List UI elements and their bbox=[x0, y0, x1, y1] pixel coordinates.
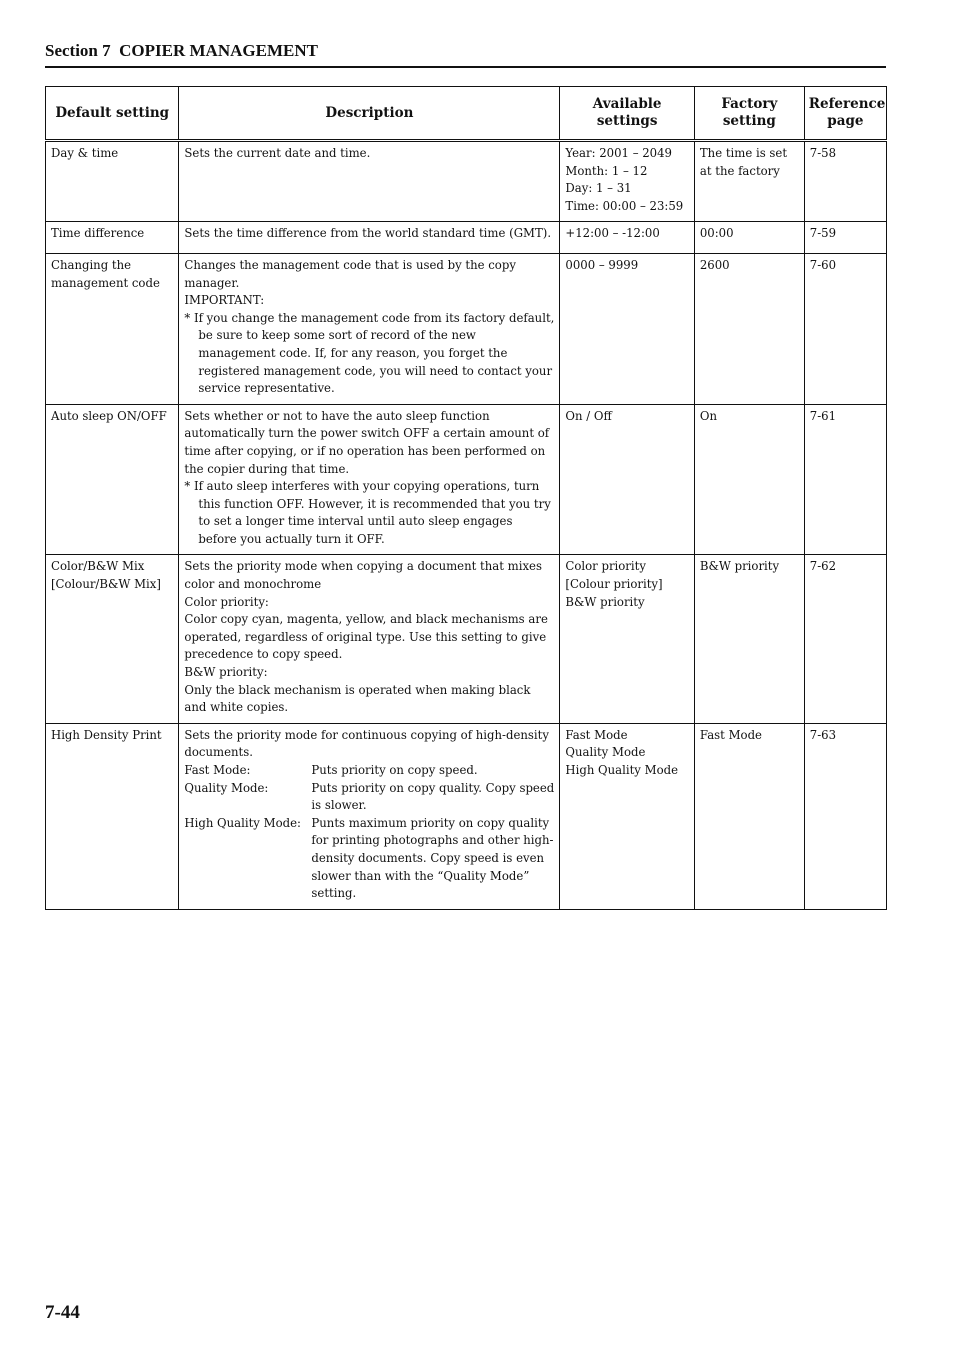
mode-description: Punts maximum priority on copy quality for printing photographs and other high-density documents. Copy speed is even slower than with the “Quality Mode” setting. bbox=[311, 815, 554, 901]
color-priority-label: Color priority: bbox=[184, 594, 269, 609]
table-row bbox=[46, 404, 887, 555]
header-factory-setting: Factory setting bbox=[694, 87, 804, 141]
mode-label: Quality Mode: bbox=[184, 780, 269, 795]
available-value: B&W priority bbox=[565, 594, 645, 609]
available-value: On / Off bbox=[565, 408, 612, 423]
cell-description bbox=[179, 555, 560, 723]
color-priority-text: Color copy cyan, magenta, yellow, and black mechanisms are operated, regardless of original type. Use this setting to give precedence to copy speed. bbox=[184, 612, 548, 662]
cell-available bbox=[560, 555, 694, 723]
cell-reference-page: 7-61 bbox=[804, 404, 886, 555]
auto-sleep-note: * If auto sleep interferes with your copying operations, turn this function OFF. However, it is recommended that you try to set a longer time interval until auto sleep engages before you actually turn it OFF. bbox=[184, 479, 551, 546]
available-value: Color priority bbox=[565, 559, 646, 574]
available-value: Time: 00:00 – 23:59 bbox=[565, 198, 684, 213]
cell-setting bbox=[46, 723, 179, 909]
mode-description: Puts priority on copy speed. bbox=[311, 763, 478, 777]
mode-fast bbox=[184, 762, 554, 780]
mode-description: Puts priority on copy quality. Copy speed is slower. bbox=[311, 780, 555, 813]
table-row bbox=[46, 222, 887, 254]
setting-name: Color/B&W Mix bbox=[51, 559, 145, 574]
mode-quality bbox=[184, 780, 554, 815]
table-header-row bbox=[46, 87, 887, 141]
table-row bbox=[46, 555, 887, 723]
cell-reference-page: 7-58 bbox=[804, 141, 886, 222]
cell-available bbox=[560, 253, 694, 404]
cell-factory: 00:00 bbox=[694, 222, 804, 254]
cell-reference-page: 7-60 bbox=[804, 253, 886, 404]
mode-high-quality bbox=[184, 815, 554, 903]
description-text: Sets the priority mode for continuous copying of high-density documents. bbox=[184, 727, 549, 760]
setting-name: Time difference bbox=[51, 226, 145, 241]
available-value: Month: 1 – 12 bbox=[565, 163, 648, 178]
cell-setting bbox=[46, 555, 179, 723]
cell-setting bbox=[46, 141, 179, 222]
header-available-settings: Available settings bbox=[560, 87, 694, 141]
bw-priority-label: B&W priority: bbox=[184, 665, 268, 680]
important-label: IMPORTANT: bbox=[184, 293, 265, 308]
cell-setting bbox=[46, 253, 179, 404]
description-text: Sets the priority mode when copying a document that mixes color and monochrome bbox=[184, 559, 542, 592]
available-value: Fast Mode bbox=[565, 727, 628, 742]
table-row bbox=[46, 253, 887, 404]
cell-description bbox=[179, 222, 560, 254]
mode-label: Fast Mode: bbox=[184, 763, 251, 777]
cell-reference-page: 7-59 bbox=[804, 222, 886, 254]
cell-description bbox=[179, 141, 560, 222]
cell-factory: The time is set at the factory bbox=[694, 141, 804, 222]
important-note: * If you change the management code from its factory default, be sure to keep some sort of record of the new management code. If, for any reason, you forget the registered management code, you will need to contact your service representative. bbox=[184, 310, 555, 396]
header-reference-page: Reference page bbox=[804, 87, 886, 141]
available-value: [Colour priority] bbox=[565, 577, 663, 592]
cell-reference-page: 7-63 bbox=[804, 723, 886, 909]
cell-setting bbox=[46, 222, 179, 254]
available-value: High Quality Mode bbox=[565, 763, 679, 777]
header-description: Description bbox=[179, 87, 560, 141]
table-row bbox=[46, 723, 887, 909]
cell-available bbox=[560, 723, 694, 909]
cell-factory: 2600 bbox=[694, 253, 804, 404]
cell-available bbox=[560, 404, 694, 555]
description-text: Sets the time difference from the world standard time (GMT). bbox=[184, 226, 552, 241]
available-value: +12:00 – -12:00 bbox=[565, 226, 660, 241]
setting-name: High Density Print bbox=[51, 727, 162, 742]
cell-reference-page: 7-62 bbox=[804, 555, 886, 723]
description-text: Sets the current date and time. bbox=[184, 146, 371, 160]
cell-factory: On bbox=[694, 404, 804, 555]
cell-factory: Fast Mode bbox=[694, 723, 804, 909]
available-value: Quality Mode bbox=[565, 745, 646, 760]
cell-available bbox=[560, 222, 694, 254]
cell-description bbox=[179, 253, 560, 404]
setting-name: Day & time bbox=[51, 146, 119, 160]
section-header: Section 7 COPIER MANAGEMENT bbox=[45, 40, 886, 68]
setting-name: Auto sleep ON/OFF bbox=[51, 408, 167, 423]
available-value: 0000 – 9999 bbox=[565, 257, 639, 272]
cell-description bbox=[179, 404, 560, 555]
mode-label: High Quality Mode: bbox=[184, 815, 301, 830]
header-default-setting: Default setting bbox=[46, 87, 179, 141]
table-row bbox=[46, 141, 887, 222]
bw-priority-text: Only the black mechanism is operated when making black and white copies. bbox=[184, 682, 531, 715]
description-text: Sets whether or not to have the auto sleep function automatically turn the power switch OFF a certain amount of time after copying, or if no operation has been performed on the copier during that time. bbox=[184, 408, 550, 476]
cell-available bbox=[560, 141, 694, 222]
setting-name-alt: [Colour/B&W Mix] bbox=[51, 577, 161, 592]
available-value: Year: 2001 – 2049 bbox=[565, 146, 672, 160]
setting-name: Changing the management code bbox=[51, 257, 160, 290]
cell-setting bbox=[46, 404, 179, 555]
page-number: 7-44 bbox=[45, 1302, 80, 1323]
settings-table bbox=[45, 86, 887, 910]
description-text: Changes the management code that is used by the copy manager. bbox=[184, 257, 516, 290]
cell-description bbox=[179, 723, 560, 909]
available-value: Day: 1 – 31 bbox=[565, 181, 632, 196]
cell-factory: B&W priority bbox=[694, 555, 804, 723]
